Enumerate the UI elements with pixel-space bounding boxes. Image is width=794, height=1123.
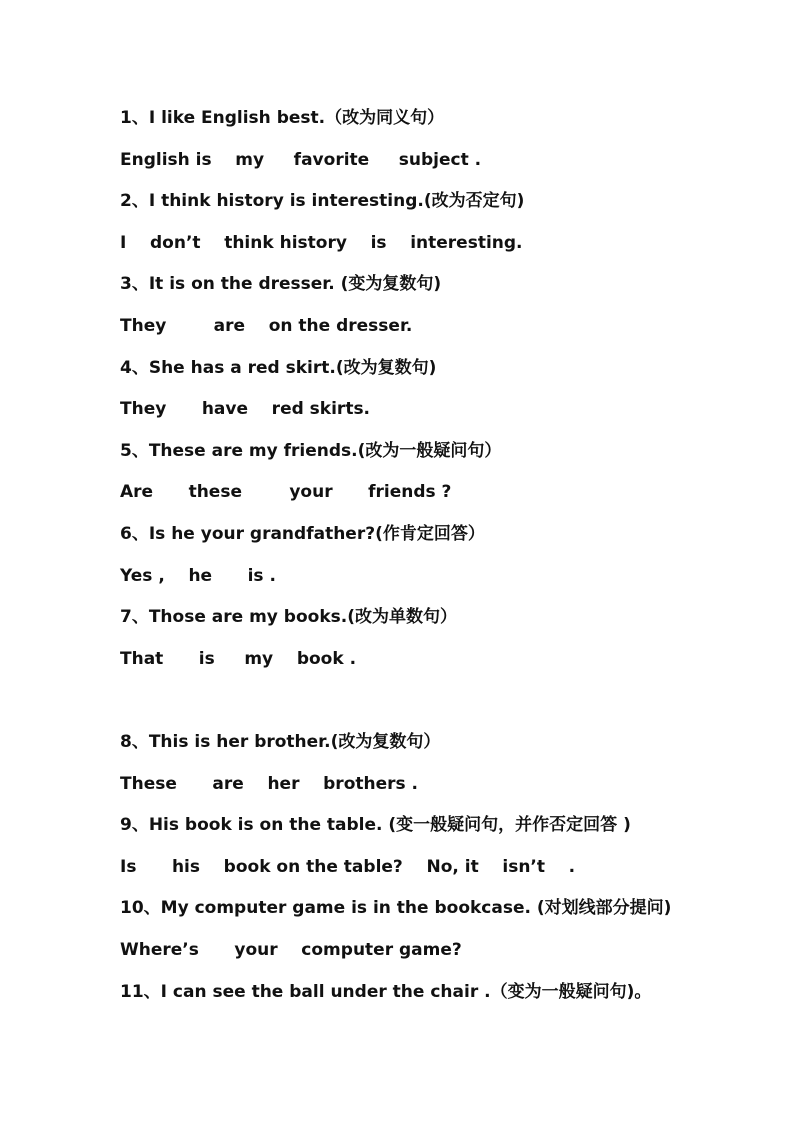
answer-6: Yes , he is .: [120, 566, 276, 586]
answer-5: Are these your friends ?: [120, 482, 452, 502]
answer-1: English is my favorite subject .: [120, 150, 482, 170]
question-11: 11、I can see the ball under the chair .（变为一般疑问句)。: [120, 982, 652, 1002]
question-3: 3、It is on the dresser. (变为复数句): [120, 274, 442, 294]
question-8: 8、This is her brother.(改为复数句）: [120, 732, 441, 752]
question-9: 9、His book is on the table. (变一般疑问句，并作否定回答 ): [120, 815, 631, 835]
answer-4: They have red skirts.: [120, 399, 371, 419]
question-10: 10、My computer game is in the bookcase. (对划线部分提问): [120, 898, 672, 918]
answer-10: Where’s your computer game?: [120, 940, 462, 960]
question-7: 7、Those are my books.(改为单数句）: [120, 607, 457, 627]
answer-2: I don’t think history is interesting.: [120, 233, 523, 253]
question-2: 2、I think history is interesting.(改为否定句): [120, 191, 525, 211]
answer-9: Is his book on the table? No, it isn’t .: [120, 857, 576, 877]
question-6: 6、Is he your grandfather?(作肯定回答）: [120, 524, 485, 544]
answer-8: These are her brothers .: [120, 774, 419, 794]
question-1: 1、I like English best.（改为同义句）: [120, 108, 445, 128]
answer-3: They are on the dresser.: [120, 316, 413, 336]
question-5: 5、These are my friends.(改为一般疑问句）: [120, 441, 502, 461]
question-4: 4、She has a red skirt.(改为复数句): [120, 358, 437, 378]
answer-7: That is my book .: [120, 649, 357, 669]
